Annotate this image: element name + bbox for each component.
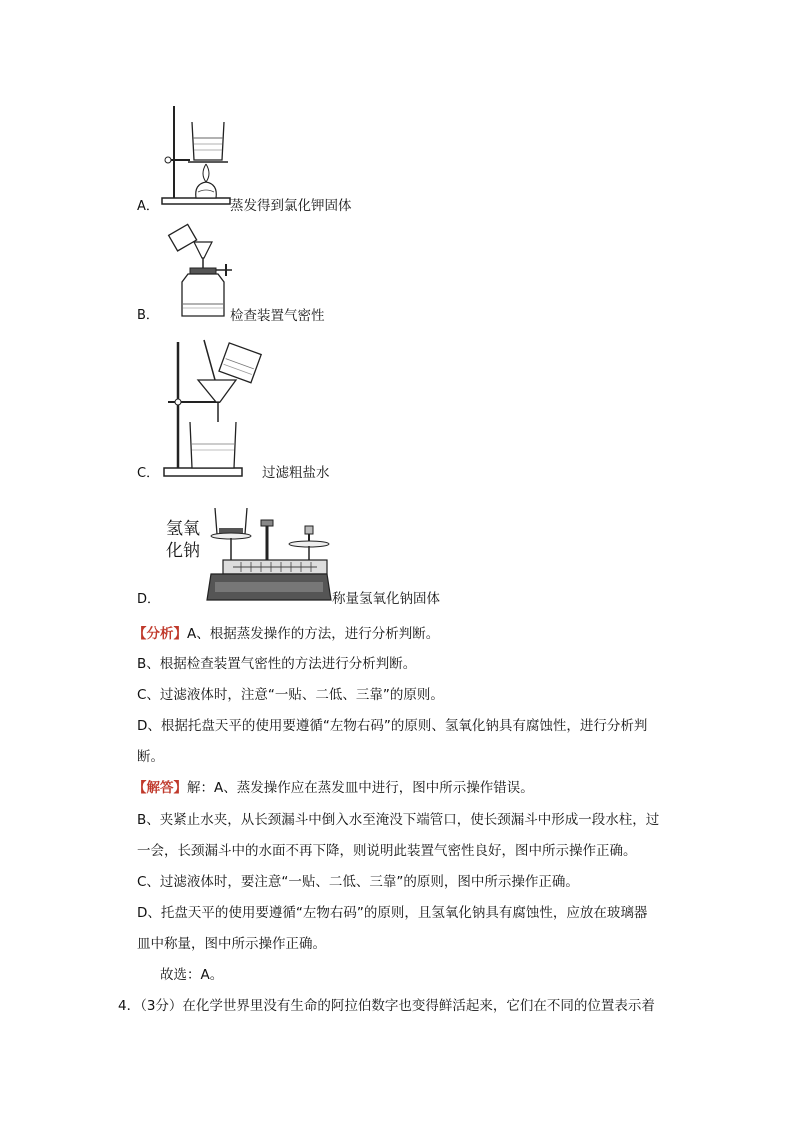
- airtightness-check-figure: [168, 224, 238, 320]
- evaporation-apparatus-figure: [160, 102, 232, 210]
- option-a-caption: 蒸发得到氯化钾固体: [230, 198, 352, 214]
- label-line-1: 氢氧: [166, 519, 200, 539]
- question-4: [118, 997, 655, 1015]
- filtration-apparatus-figure: [160, 336, 266, 482]
- solution-line: 皿中称量，图中所示操作正确。: [137, 936, 326, 952]
- analysis-line: A、根据蒸发操作的方法，进行分析判断。: [187, 626, 440, 642]
- analysis-line: D、根据托盘天平的使用要遵循“左物右码”的原则、氢氧化钠具有腐蚀性，进行分析判: [137, 718, 648, 734]
- balance-weighing-figure: [205, 504, 333, 604]
- sodium-hydroxide-label: [166, 518, 200, 562]
- solution-line: C、过滤液体时，要注意“一贴、二低、三靠”的原则，图中所示操作正确。: [137, 874, 579, 890]
- analysis-line: B、根据检查装置气密性的方法进行分析判断。: [137, 656, 417, 672]
- option-c-caption: 过滤粗盐水: [262, 465, 330, 481]
- solution-line: B、夹紧止水夹，从长颈漏斗中倒入水至淹没下端管口，使长颈漏斗中形成一段水柱，过: [137, 812, 660, 828]
- question-number: 4．: [118, 998, 141, 1014]
- solution-tag: 【解答】: [133, 780, 187, 796]
- solution-line: D、托盘天平的使用要遵循“左物右码”的原则，且氢氧化钠具有腐蚀性，应放在玻璃器: [137, 905, 648, 921]
- option-a-letter: A．: [137, 199, 159, 214]
- solution-line: 一会，长颈漏斗中的水面不再下降，则说明此装置气密性良好，图中所示操作正确。: [137, 843, 637, 859]
- analysis-tag: 【分析】: [133, 626, 187, 642]
- solution-answer: 故选：A。: [160, 967, 224, 983]
- analysis-first-line: [133, 625, 439, 643]
- solution-first-line: [133, 779, 534, 797]
- option-c-letter: C．: [137, 466, 160, 481]
- analysis-line: C、过滤液体时，注意“一贴、二低、三靠”的原则。: [137, 687, 444, 703]
- solution-line: 解：A、蒸发操作应在蒸发皿中进行，图中所示操作错误。: [187, 780, 534, 796]
- question-text: （3分）在化学世界里没有生命的阿拉伯数字也变得鲜活起来，它们在不同的位置表示着: [140, 998, 655, 1014]
- option-b-caption: 检查装置气密性: [230, 308, 325, 324]
- option-d-caption: 称量氢氧化钠固体: [332, 591, 440, 607]
- analysis-line: 断。: [137, 749, 164, 765]
- option-d-letter: D．: [137, 592, 161, 607]
- option-b-letter: B．: [137, 308, 159, 323]
- label-line-2: 化钠: [166, 541, 200, 561]
